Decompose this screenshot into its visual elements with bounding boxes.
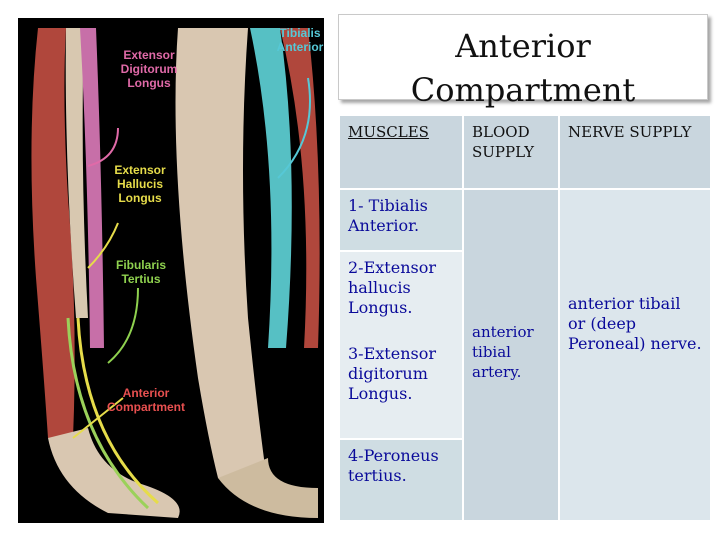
label-extensor-digitorum: Extensor Digitorum Longus xyxy=(120,48,178,90)
slide-title-line1: Anterior xyxy=(455,27,591,65)
muscle-row-1: 1- Tibialis Anterior. xyxy=(340,190,462,250)
label-extensor-hallucis: Extensor Hallucis Longus xyxy=(114,163,166,205)
label-anterior-compartment: Anterior Compartment xyxy=(106,386,185,414)
muscle-row-3: 3-Extensor digitorum Longus. xyxy=(340,338,462,438)
muscle-row-2: 2-Extensor hallucis Longus. xyxy=(340,252,462,348)
header-blood-supply: BLOOD SUPPLY xyxy=(464,116,558,188)
header-muscles: MUSCLES xyxy=(340,116,462,188)
leg-anatomy-illustration xyxy=(18,18,324,523)
slide-title-box xyxy=(338,14,708,109)
nerve-supply-cell: anterior tibail or (deep Peroneal) nerve. xyxy=(560,190,710,520)
label-tibialis-anterior: Tibialis Anterior xyxy=(276,26,324,54)
slide-title-line2: Compartment xyxy=(410,71,636,109)
anatomy-table xyxy=(340,116,710,520)
header-nerve-supply: NERVE SUPPLY xyxy=(560,116,710,188)
muscle-row-4: 4-Peroneus tertius. xyxy=(340,440,462,520)
label-fibularis-tertius: Fibularis Tertius xyxy=(115,258,166,286)
blood-supply-cell: anterior tibial artery. xyxy=(464,190,558,520)
